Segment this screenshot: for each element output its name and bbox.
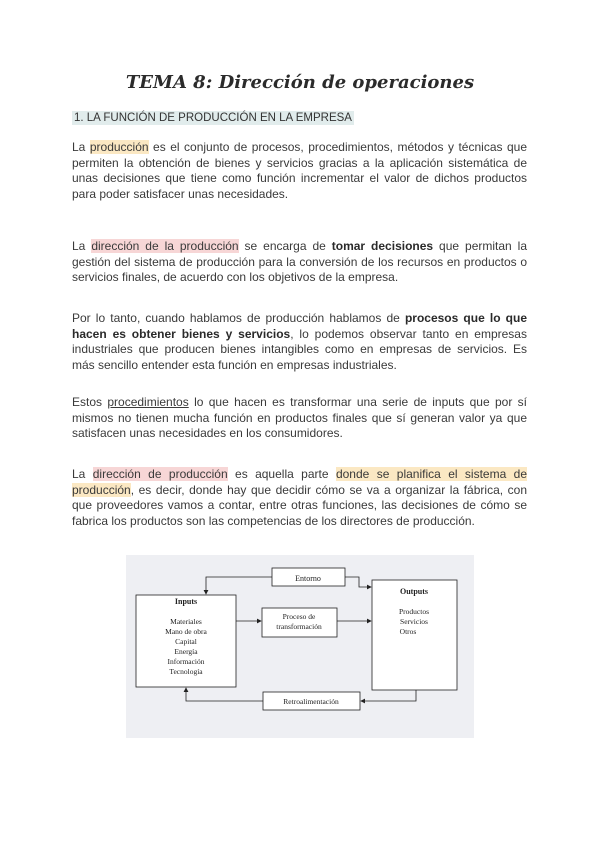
entorno-to-outputs-arrow bbox=[345, 577, 371, 587]
input-item: Energía bbox=[174, 647, 198, 656]
text: es el conjunto de procesos, procedimientos, métodos y técnicas que permiten la obtención de bienes y servicios gracias a la aplicación sistemática de unas decisiones que tiene como función incrementar el valor de dichos productos para poder satisfacer unas necesidades. bbox=[72, 140, 527, 201]
text: Estos bbox=[72, 395, 108, 409]
text: , es decir, donde hay que decidir cómo se va a organizar la fábrica, con que proveedores vamos a contar, entre otras funciones, las decisiones de cómo se fabrica los productos son las competencias de los directores de producción. bbox=[72, 482, 527, 528]
entorno-label: Entorno bbox=[295, 574, 321, 583]
text: Por lo tanto, cuando hablamos de producción hablamos de bbox=[72, 311, 405, 325]
output-item: Productos bbox=[399, 607, 429, 616]
outputs-title: Outputs bbox=[399, 587, 429, 596]
feedback-label: Retroalimentación bbox=[283, 697, 339, 706]
output-item: Otros bbox=[399, 627, 417, 636]
paragraph-procedimientos bbox=[72, 395, 527, 442]
highlight-direccion-produccion-2: dirección de producción bbox=[92, 467, 228, 481]
input-item: Tecnología bbox=[169, 667, 203, 676]
paragraph-planificacion bbox=[72, 467, 527, 529]
section-heading: 1. LA FUNCIÓN DE PRODUCCIÓN EN LA EMPRESA bbox=[74, 112, 352, 124]
input-item: Capital bbox=[175, 637, 197, 646]
input-item: Mano de obra bbox=[165, 627, 207, 636]
text: es aquella parte bbox=[227, 467, 336, 481]
text: se encarga de bbox=[238, 239, 332, 253]
text: lo que hacen es transformar una serie de inputs que por sí mismos no tienen mucha función en productos finales que sí generan valor ya que satisfacen unas necesidades en los consumidores. bbox=[72, 395, 527, 440]
inputs-title: Inputs bbox=[174, 597, 198, 606]
paragraph-procesos bbox=[72, 311, 527, 373]
text: La bbox=[72, 467, 93, 481]
bold-procesos: procesos que lo que hacen es obtener bienes y servicios bbox=[72, 311, 527, 341]
paragraph-direccion bbox=[72, 239, 527, 286]
page-title: TEMA 8: Dirección de operaciones bbox=[125, 72, 475, 93]
process-label-1: Proceso de bbox=[282, 612, 316, 621]
highlight-direccion-produccion: dirección de la producción bbox=[91, 239, 239, 253]
input-item: Materiales bbox=[170, 617, 202, 626]
outputs-to-feedback-arrow bbox=[361, 690, 416, 701]
process-label-2: transformación bbox=[276, 622, 322, 631]
highlight-planifica: donde se planifica el sistema de producción bbox=[72, 467, 528, 497]
feedback-to-inputs-arrow bbox=[186, 688, 263, 701]
underline-procedimientos: procedimientos bbox=[107, 395, 189, 409]
bold-tomar-decisiones: tomar decisiones bbox=[331, 239, 434, 253]
diagram-svg bbox=[126, 555, 474, 738]
text: , lo podemos observar tanto en empresas industriales que producen bienes intangibles como en empresas de servicios. Es más sencillo entender esta función en empresas industriales. bbox=[72, 326, 527, 372]
entorno-to-inputs-arrow bbox=[206, 577, 272, 594]
text: que permitan la gestión del sistema de producción para la conversión de los recursos en productos o servicios finales, de acuerdo con los objetivos de la empresa. bbox=[72, 239, 527, 284]
highlight-produccion: producción bbox=[89, 140, 149, 154]
text: La bbox=[72, 239, 92, 253]
output-item: Servicios bbox=[400, 617, 428, 626]
input-item: Información bbox=[167, 657, 205, 666]
text: La bbox=[72, 140, 90, 154]
production-diagram bbox=[126, 555, 474, 738]
paragraph-produccion bbox=[72, 140, 527, 202]
